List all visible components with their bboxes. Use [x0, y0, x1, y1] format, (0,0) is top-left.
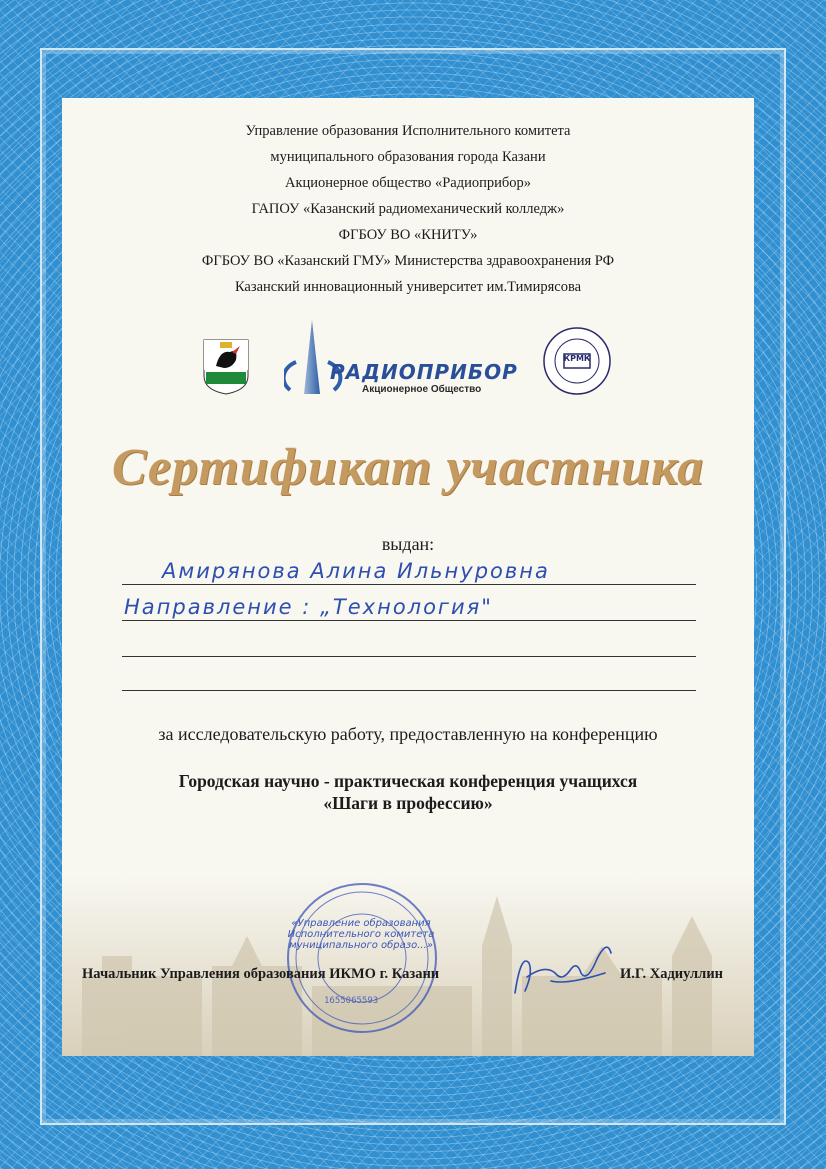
header-line: муниципального образования города Казани: [270, 149, 546, 165]
header-line: Акционерное общество «Радиоприбор»: [285, 175, 531, 191]
issuing-organizations: [62, 118, 754, 300]
header-line: ФГБОУ ВО «Казанский ГМУ» Министерства здравоохранения РФ: [201, 253, 615, 269]
kazan-coat-of-arms-icon: [202, 338, 250, 396]
header-line: Управление образования Исполнительного комитета: [245, 123, 571, 139]
header-line: ФГБОУ ВО «КНИТУ»: [338, 227, 478, 243]
direction-line: [122, 596, 696, 621]
certificate-body: [62, 98, 754, 1056]
direction-text: Направление : „Технология": [124, 595, 493, 619]
conference-line: Городская научно - практическая конференция учащихся: [178, 771, 638, 791]
conference-name: [62, 770, 754, 814]
recipient-line: [122, 560, 696, 585]
blank-line: [122, 632, 696, 657]
radiopribor-subtitle: Акционерное Общество: [362, 384, 482, 395]
official-stamp-icon: [284, 880, 440, 1036]
issued-label: выдан:: [381, 534, 435, 554]
for-work-text: за исследовательскую работу, предоставленную на конференцию: [158, 724, 658, 744]
recipient-name: Амирянова Алина Ильнуровна: [162, 559, 550, 583]
certificate-title: Сертификат участника: [111, 439, 705, 496]
conference-line: «Шаги в профессию»: [323, 793, 493, 813]
header-line: ГАПОУ «Казанский радиомеханический колледж»: [251, 201, 565, 217]
stamp-text: «Управление образования Исполнительного комитета муниципального образо...»: [287, 918, 435, 951]
stamp-number: 1655065593: [324, 996, 379, 1006]
blank-line: [122, 666, 696, 691]
header-line: Казанский инновационный университет им.Тимирясова: [234, 279, 582, 295]
radiopribor-name: РАДИОПРИБОР: [330, 360, 518, 384]
handwritten-signature-icon: [507, 933, 617, 1003]
signer-name: И.Г. Хадиуллин: [620, 966, 724, 982]
college-abbr: КРМК: [563, 354, 591, 363]
logo-row: [62, 320, 754, 410]
signer-title: Начальник Управления образования ИКМО г. Казани: [82, 966, 440, 982]
